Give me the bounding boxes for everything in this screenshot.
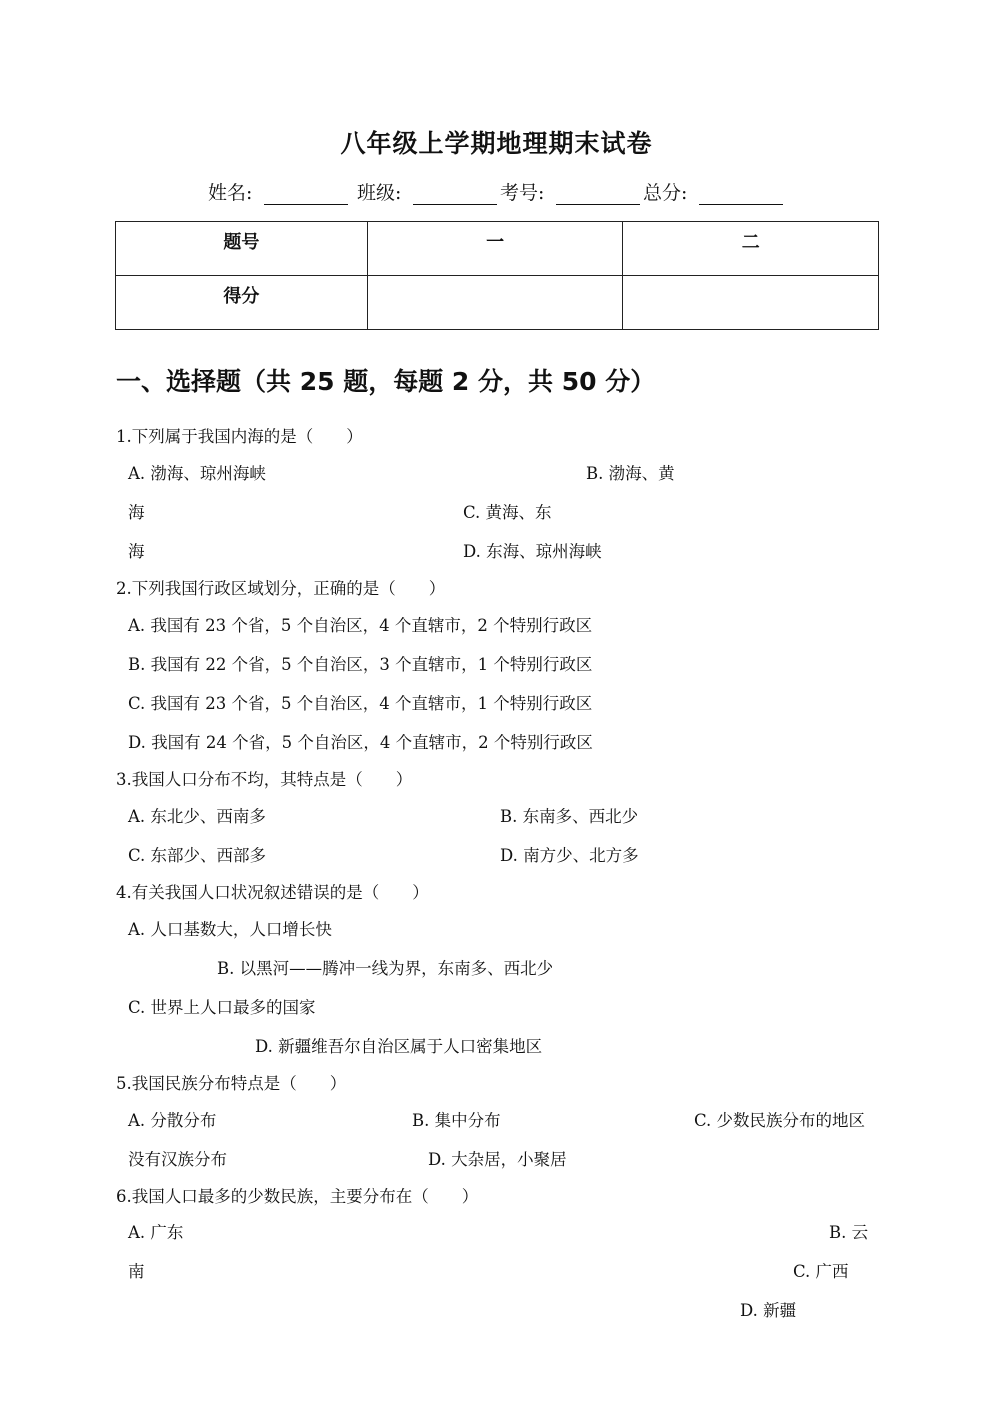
number-field[interactable]	[500, 178, 646, 205]
score-table-header-row	[116, 222, 879, 276]
question-stem: 4.有关我国人口状况叙述错误的是（ ）	[116, 883, 429, 902]
option[interactable]: C. 少数民族分布的地区	[694, 1111, 866, 1130]
score-table-score-row	[116, 276, 879, 330]
option[interactable]: A. 东北少、西南多	[128, 807, 266, 826]
section-title: 一、选择题（共 25 题，每题 2 分，共 50 分）	[116, 367, 656, 396]
number-blank[interactable]	[556, 185, 640, 205]
option[interactable]: B. 东南多、西北少	[500, 807, 639, 826]
class-blank[interactable]	[413, 185, 497, 205]
option-continuation: 海	[128, 542, 145, 561]
number-label: 考号:	[500, 182, 545, 204]
option[interactable]: C. 黄海、东	[463, 503, 552, 522]
option[interactable]: A. 广东	[128, 1223, 184, 1242]
option-continuation: 没有汉族分布	[128, 1150, 227, 1169]
name-label: 姓名:	[208, 182, 253, 204]
option[interactable]: D. 我国有 24 个省，5 个自治区，4 个直辖市，2 个特别行政区	[128, 733, 593, 752]
option[interactable]: C. 广西	[793, 1262, 849, 1281]
score-table	[115, 221, 879, 330]
option[interactable]: A. 分散分布	[128, 1111, 217, 1130]
question-stem: 6.我国人口最多的少数民族，主要分布在（ ）	[116, 1187, 479, 1206]
question-stem: 5.我国民族分布特点是（ ）	[116, 1074, 347, 1093]
score-table-cell: 二	[623, 222, 879, 276]
score-table-cell: 得分	[116, 276, 368, 330]
option-continuation: 南	[128, 1262, 145, 1281]
option[interactable]: C. 我国有 23 个省，5 个自治区，4 个直辖市，1 个特别行政区	[128, 694, 593, 713]
option[interactable]: B. 我国有 22 个省，5 个自治区，3 个直辖市，1 个特别行政区	[128, 655, 593, 674]
option[interactable]: A. 人口基数大，人口增长快	[128, 920, 332, 939]
option[interactable]: D. 南方少、北方多	[500, 846, 639, 865]
option[interactable]: D. 新疆	[740, 1301, 797, 1320]
score-table-cell: 一	[367, 222, 623, 276]
total-field[interactable]	[643, 178, 789, 205]
option[interactable]: A. 我国有 23 个省，5 个自治区，4 个直辖市，2 个特别行政区	[128, 616, 593, 635]
option[interactable]: D. 新疆维吾尔自治区属于人口密集地区	[255, 1037, 543, 1056]
option[interactable]: D. 东海、琼州海峡	[463, 542, 602, 561]
option[interactable]: C. 世界上人口最多的国家	[128, 998, 316, 1017]
exam-title: 八年级上学期地理期末试卷	[340, 129, 653, 158]
option[interactable]: B. 渤海、黄	[586, 464, 675, 483]
question-stem: 1.下列属于我国内海的是（ ）	[116, 427, 363, 446]
total-label: 总分:	[643, 182, 688, 204]
option[interactable]: B. 云	[829, 1223, 869, 1242]
option[interactable]: B. 集中分布	[412, 1111, 501, 1130]
option-continuation: 海	[128, 503, 145, 522]
option[interactable]: C. 东部少、西部多	[128, 846, 267, 865]
name-blank[interactable]	[264, 185, 348, 205]
class-field[interactable]	[357, 178, 503, 205]
option[interactable]: A. 渤海、琼州海峡	[128, 464, 266, 483]
question-stem: 3.我国人口分布不均，其特点是（ ）	[116, 770, 413, 789]
total-blank[interactable]	[699, 185, 783, 205]
option[interactable]: D. 大杂居，小聚居	[428, 1150, 567, 1169]
class-label: 班级:	[357, 182, 402, 204]
score-table-cell: 题号	[116, 222, 368, 276]
name-field[interactable]	[208, 178, 354, 205]
score-input-cell[interactable]	[367, 276, 623, 330]
option[interactable]: B. 以黑河——腾冲一线为界，东南多、西北少	[217, 959, 554, 978]
question-stem: 2.下列我国行政区域划分，正确的是（ ）	[116, 579, 446, 598]
score-input-cell[interactable]	[623, 276, 879, 330]
